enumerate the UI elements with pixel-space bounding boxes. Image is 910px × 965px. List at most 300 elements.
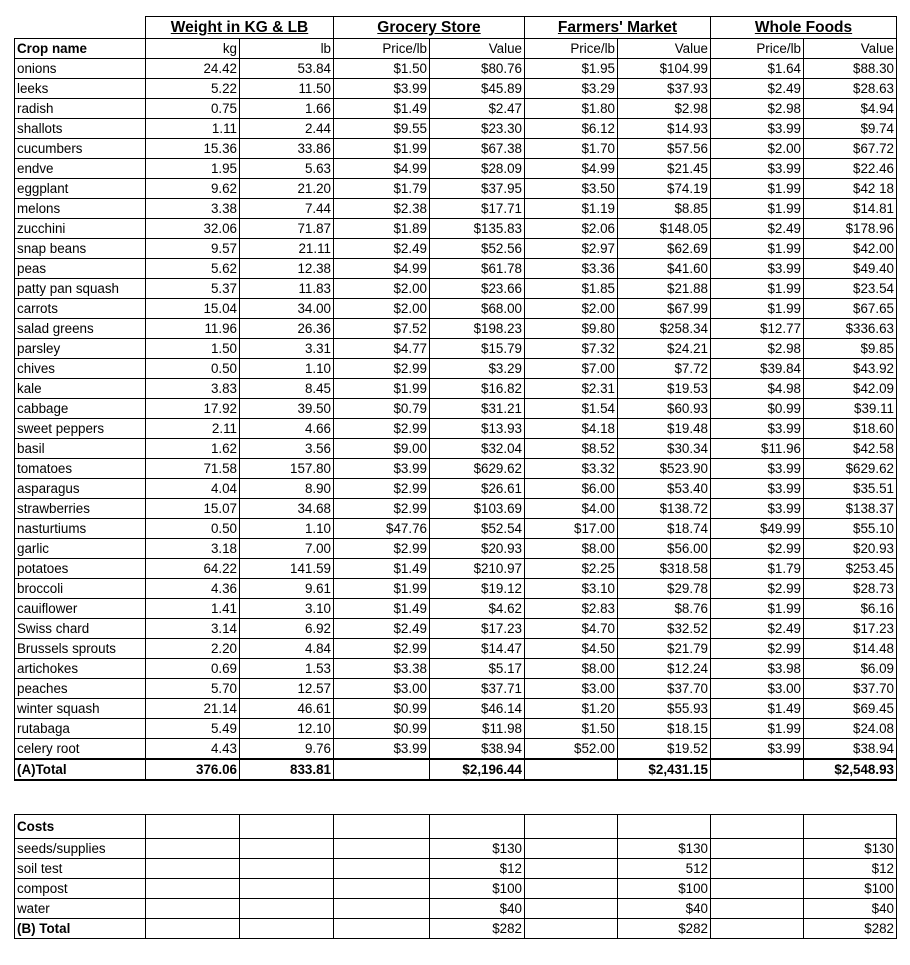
cost-label: compost bbox=[15, 879, 146, 899]
cell-value: $2.06 bbox=[525, 219, 618, 239]
cost-value: $282 bbox=[618, 919, 711, 939]
row-label: artichokes bbox=[15, 659, 146, 679]
cell-value: $4.18 bbox=[525, 419, 618, 439]
cell-value: $2.49 bbox=[711, 219, 804, 239]
cell-value: $29.78 bbox=[618, 579, 711, 599]
empty-cell bbox=[711, 899, 804, 919]
row-label: Swiss chard bbox=[15, 619, 146, 639]
cell-value: 1.95 bbox=[146, 159, 240, 179]
cell-value: $148.05 bbox=[618, 219, 711, 239]
cell-value: 7.44 bbox=[240, 199, 334, 219]
cell-value: 39.50 bbox=[240, 399, 334, 419]
empty-cell bbox=[430, 815, 525, 839]
cell-value: $629.62 bbox=[804, 459, 897, 479]
cell-value: $14.93 bbox=[618, 119, 711, 139]
cell-value: 4.36 bbox=[146, 579, 240, 599]
cell-value: $42.58 bbox=[804, 439, 897, 459]
cell-value: 21.11 bbox=[240, 239, 334, 259]
cell-value: 11.96 bbox=[146, 319, 240, 339]
cell-value: 24.42 bbox=[146, 59, 240, 79]
cell-value bbox=[334, 759, 430, 780]
cell-value: 3.83 bbox=[146, 379, 240, 399]
empty-cell bbox=[240, 815, 334, 839]
cell-value: 5.63 bbox=[240, 159, 334, 179]
cell-value: $15.79 bbox=[430, 339, 525, 359]
table-row bbox=[15, 599, 897, 619]
cell-value: $3.32 bbox=[525, 459, 618, 479]
row-label: nasturtiums bbox=[15, 519, 146, 539]
cell-value: 71.58 bbox=[146, 459, 240, 479]
column-header: Value bbox=[618, 39, 711, 59]
cell-value: $7.72 bbox=[618, 359, 711, 379]
empty-cell bbox=[618, 815, 711, 839]
costs-title-row bbox=[15, 815, 897, 839]
cell-value: 3.38 bbox=[146, 199, 240, 219]
cell-value: $21.79 bbox=[618, 639, 711, 659]
cell-value: $28.09 bbox=[430, 159, 525, 179]
cell-value: $67.99 bbox=[618, 299, 711, 319]
cell-value: $1.70 bbox=[525, 139, 618, 159]
cell-value: $57.56 bbox=[618, 139, 711, 159]
cell-value: $67.65 bbox=[804, 299, 897, 319]
empty-cell bbox=[334, 919, 430, 939]
cell-value: $6.00 bbox=[525, 479, 618, 499]
cell-value: $19.48 bbox=[618, 419, 711, 439]
row-label: basil bbox=[15, 439, 146, 459]
cell-value: $55.10 bbox=[804, 519, 897, 539]
cell-value: $2.99 bbox=[334, 539, 430, 559]
cell-value: $2,196.44 bbox=[430, 759, 525, 780]
cell-value: $67.38 bbox=[430, 139, 525, 159]
cell-value: $2.99 bbox=[334, 479, 430, 499]
cost-value: $12 bbox=[804, 859, 897, 879]
cell-value: $31.21 bbox=[430, 399, 525, 419]
cell-value: 8.90 bbox=[240, 479, 334, 499]
cell-value: $9.74 bbox=[804, 119, 897, 139]
cost-value: $40 bbox=[804, 899, 897, 919]
cost-value: $40 bbox=[430, 899, 525, 919]
cell-value: $198.23 bbox=[430, 319, 525, 339]
cell-value bbox=[525, 759, 618, 780]
table-row bbox=[15, 679, 897, 699]
table-row bbox=[15, 519, 897, 539]
cell-value: $20.93 bbox=[430, 539, 525, 559]
cell-value: $2.99 bbox=[334, 359, 430, 379]
table-row bbox=[15, 719, 897, 739]
cell-value: 53.84 bbox=[240, 59, 334, 79]
cell-value: $3.29 bbox=[525, 79, 618, 99]
cost-value: $40 bbox=[618, 899, 711, 919]
cell-value: $253.45 bbox=[804, 559, 897, 579]
table-row bbox=[15, 79, 897, 99]
cell-value: $42 18 bbox=[804, 179, 897, 199]
empty-cell bbox=[711, 879, 804, 899]
cell-value: $135.83 bbox=[430, 219, 525, 239]
cost-label: seeds/supplies bbox=[15, 839, 146, 859]
cell-value: $4.99 bbox=[334, 159, 430, 179]
cell-value: $1.20 bbox=[525, 699, 618, 719]
cell-value: $318.58 bbox=[618, 559, 711, 579]
cell-value: 9.62 bbox=[146, 179, 240, 199]
cell-value: $1.99 bbox=[711, 299, 804, 319]
cost-value: $130 bbox=[804, 839, 897, 859]
cell-value: $2.49 bbox=[711, 79, 804, 99]
cost-value: $130 bbox=[430, 839, 525, 859]
cell-value: $42.00 bbox=[804, 239, 897, 259]
table-row bbox=[15, 159, 897, 179]
cell-value: 3.31 bbox=[240, 339, 334, 359]
cell-value: $523.90 bbox=[618, 459, 711, 479]
cell-value: $17.23 bbox=[804, 619, 897, 639]
cell-value: $12.24 bbox=[618, 659, 711, 679]
cell-value: $17.00 bbox=[525, 519, 618, 539]
cell-value: $1.49 bbox=[334, 559, 430, 579]
cell-value: $1.50 bbox=[334, 59, 430, 79]
table-row bbox=[15, 259, 897, 279]
cell-value: $67.72 bbox=[804, 139, 897, 159]
cell-value: $1.64 bbox=[711, 59, 804, 79]
cost-value: $100 bbox=[618, 879, 711, 899]
empty-cell bbox=[525, 815, 618, 839]
cost-value: $130 bbox=[618, 839, 711, 859]
cell-value: $3.00 bbox=[711, 679, 804, 699]
cell-value: 2.11 bbox=[146, 419, 240, 439]
cell-value: 0.50 bbox=[146, 359, 240, 379]
cell-value: $2.49 bbox=[334, 239, 430, 259]
cell-value: $1.99 bbox=[334, 139, 430, 159]
cell-value: $7.32 bbox=[525, 339, 618, 359]
cost-row bbox=[15, 899, 897, 919]
row-label: endve bbox=[15, 159, 146, 179]
cell-value: 3.56 bbox=[240, 439, 334, 459]
table-row bbox=[15, 459, 897, 479]
cell-value: $8.00 bbox=[525, 539, 618, 559]
cell-value: $18.74 bbox=[618, 519, 711, 539]
cost-value: 512 bbox=[618, 859, 711, 879]
cell-value: $20.93 bbox=[804, 539, 897, 559]
cell-value: $39.11 bbox=[804, 399, 897, 419]
cell-value: $1.99 bbox=[711, 719, 804, 739]
cell-value: $60.93 bbox=[618, 399, 711, 419]
cell-value: $49.40 bbox=[804, 259, 897, 279]
cell-value: $1.99 bbox=[711, 599, 804, 619]
empty-cell bbox=[146, 919, 240, 939]
cell-value: $4.94 bbox=[804, 99, 897, 119]
cell-value: $3.99 bbox=[711, 459, 804, 479]
table-row bbox=[15, 319, 897, 339]
row-label: cauiflower bbox=[15, 599, 146, 619]
cell-value: $19.12 bbox=[430, 579, 525, 599]
cost-label: (B) Total bbox=[15, 919, 146, 939]
cell-value: 32.06 bbox=[146, 219, 240, 239]
cell-value: $3.99 bbox=[711, 259, 804, 279]
cell-value: $2.99 bbox=[711, 539, 804, 559]
cost-value: $100 bbox=[430, 879, 525, 899]
cell-value: $56.00 bbox=[618, 539, 711, 559]
cell-value: $3.99 bbox=[711, 739, 804, 760]
cell-value: 833.81 bbox=[240, 759, 334, 780]
cell-value: 71.87 bbox=[240, 219, 334, 239]
cell-value: $19.53 bbox=[618, 379, 711, 399]
cell-value: $61.78 bbox=[430, 259, 525, 279]
group-header-row bbox=[15, 17, 897, 39]
row-label: rutabaga bbox=[15, 719, 146, 739]
group-header-farmers: Farmers' Market bbox=[525, 17, 711, 39]
table-row bbox=[15, 499, 897, 519]
cell-value: $3.38 bbox=[334, 659, 430, 679]
cell-value: $4.70 bbox=[525, 619, 618, 639]
cell-value: 1.41 bbox=[146, 599, 240, 619]
cell-value: 1.10 bbox=[240, 359, 334, 379]
cell-value: $1.85 bbox=[525, 279, 618, 299]
cell-value: $2.47 bbox=[430, 99, 525, 119]
cell-value: $24.08 bbox=[804, 719, 897, 739]
cell-value: $3.50 bbox=[525, 179, 618, 199]
cell-value: 33.86 bbox=[240, 139, 334, 159]
cell-value: $3.10 bbox=[525, 579, 618, 599]
cell-value: $2.49 bbox=[711, 619, 804, 639]
cell-value: $1.49 bbox=[334, 99, 430, 119]
cell-value: $0.99 bbox=[334, 699, 430, 719]
cell-value: $47.76 bbox=[334, 519, 430, 539]
column-header: Price/lb bbox=[525, 39, 618, 59]
cell-value: $7.00 bbox=[525, 359, 618, 379]
cell-value: 4.04 bbox=[146, 479, 240, 499]
cell-value: $39.84 bbox=[711, 359, 804, 379]
table-row bbox=[15, 139, 897, 159]
cell-value: $14.48 bbox=[804, 639, 897, 659]
table-row bbox=[15, 239, 897, 259]
cell-value: $1.79 bbox=[711, 559, 804, 579]
empty-cell bbox=[711, 815, 804, 839]
cell-value: $1.49 bbox=[334, 599, 430, 619]
cell-value: 5.49 bbox=[146, 719, 240, 739]
empty-cell bbox=[711, 919, 804, 939]
table-row bbox=[15, 619, 897, 639]
cell-value: 4.66 bbox=[240, 419, 334, 439]
cell-value: $1.49 bbox=[711, 699, 804, 719]
empty-cell bbox=[711, 839, 804, 859]
row-label: Brussels sprouts bbox=[15, 639, 146, 659]
empty-cell bbox=[334, 899, 430, 919]
cell-value: 11.50 bbox=[240, 79, 334, 99]
blank-header-cell bbox=[15, 17, 146, 39]
cell-value: $2.00 bbox=[334, 299, 430, 319]
table-row bbox=[15, 479, 897, 499]
cell-value: $2.99 bbox=[334, 639, 430, 659]
cost-value: $100 bbox=[804, 879, 897, 899]
cell-value: 21.14 bbox=[146, 699, 240, 719]
cell-value: $4.99 bbox=[334, 259, 430, 279]
cell-value: 9.61 bbox=[240, 579, 334, 599]
cell-value: $7.52 bbox=[334, 319, 430, 339]
cell-value: 0.75 bbox=[146, 99, 240, 119]
cell-value: 2.20 bbox=[146, 639, 240, 659]
cell-value: $24.21 bbox=[618, 339, 711, 359]
cell-value: $3.29 bbox=[430, 359, 525, 379]
cell-value: $3.99 bbox=[334, 459, 430, 479]
cell-value: $22.46 bbox=[804, 159, 897, 179]
cell-value: $2.99 bbox=[334, 419, 430, 439]
cell-value: 3.14 bbox=[146, 619, 240, 639]
empty-cell bbox=[334, 839, 430, 859]
cell-value: $629.62 bbox=[430, 459, 525, 479]
cell-value: $23.30 bbox=[430, 119, 525, 139]
cell-value: 5.70 bbox=[146, 679, 240, 699]
cell-value: $68.00 bbox=[430, 299, 525, 319]
cell-value: $2.99 bbox=[711, 639, 804, 659]
cost-row bbox=[15, 839, 897, 859]
cell-value: 3.18 bbox=[146, 539, 240, 559]
empty-cell bbox=[525, 899, 618, 919]
cell-value: $17.23 bbox=[430, 619, 525, 639]
cell-value: 376.06 bbox=[146, 759, 240, 780]
row-label: melons bbox=[15, 199, 146, 219]
empty-cell bbox=[525, 879, 618, 899]
table-row bbox=[15, 359, 897, 379]
cost-value: $12 bbox=[430, 859, 525, 879]
cell-value: 17.92 bbox=[146, 399, 240, 419]
cell-value: $104.99 bbox=[618, 59, 711, 79]
cell-value: $1.19 bbox=[525, 199, 618, 219]
cell-value: 141.59 bbox=[240, 559, 334, 579]
cell-value: $9.80 bbox=[525, 319, 618, 339]
table-row bbox=[15, 439, 897, 459]
empty-cell bbox=[525, 919, 618, 939]
cell-value: $1.99 bbox=[334, 579, 430, 599]
table-row bbox=[15, 699, 897, 719]
cell-value: 3.10 bbox=[240, 599, 334, 619]
cell-value: $2,548.93 bbox=[804, 759, 897, 780]
cell-value: $4.99 bbox=[525, 159, 618, 179]
cell-value: $3.00 bbox=[525, 679, 618, 699]
cell-value: 1.10 bbox=[240, 519, 334, 539]
row-label: cabbage bbox=[15, 399, 146, 419]
table-row bbox=[15, 219, 897, 239]
cost-value: $282 bbox=[804, 919, 897, 939]
cell-value: $4.00 bbox=[525, 499, 618, 519]
table-row bbox=[15, 199, 897, 219]
column-header: lb bbox=[240, 39, 334, 59]
cell-value: $23.66 bbox=[430, 279, 525, 299]
empty-cell bbox=[525, 839, 618, 859]
table-row bbox=[15, 339, 897, 359]
cell-value: 46.61 bbox=[240, 699, 334, 719]
cell-value: $1.99 bbox=[711, 279, 804, 299]
cell-value: $138.72 bbox=[618, 499, 711, 519]
table-row bbox=[15, 739, 897, 760]
cell-value: 0.50 bbox=[146, 519, 240, 539]
cell-value: $0.79 bbox=[334, 399, 430, 419]
cell-value: $46.14 bbox=[430, 699, 525, 719]
cost-label: Costs bbox=[15, 815, 146, 839]
cell-value: 11.83 bbox=[240, 279, 334, 299]
cell-value: $35.51 bbox=[804, 479, 897, 499]
cell-value: $8.76 bbox=[618, 599, 711, 619]
cell-value: $3.99 bbox=[334, 79, 430, 99]
table-row bbox=[15, 279, 897, 299]
empty-cell bbox=[334, 815, 430, 839]
cell-value: $1.99 bbox=[711, 199, 804, 219]
row-label: strawberries bbox=[15, 499, 146, 519]
cell-value: $28.73 bbox=[804, 579, 897, 599]
cell-value: $14.47 bbox=[430, 639, 525, 659]
cell-value: $18.15 bbox=[618, 719, 711, 739]
cell-value: $3.99 bbox=[711, 499, 804, 519]
total-row bbox=[15, 759, 897, 780]
column-header: Value bbox=[804, 39, 897, 59]
empty-cell bbox=[240, 879, 334, 899]
cell-value: $2.99 bbox=[334, 499, 430, 519]
table-row bbox=[15, 419, 897, 439]
cell-value: $1.99 bbox=[334, 379, 430, 399]
cell-value: 4.43 bbox=[146, 739, 240, 760]
table-row bbox=[15, 119, 897, 139]
cell-value: $3.36 bbox=[525, 259, 618, 279]
cell-value: $17.71 bbox=[430, 199, 525, 219]
cell-value: $69.45 bbox=[804, 699, 897, 719]
cell-value: $62.69 bbox=[618, 239, 711, 259]
empty-cell bbox=[146, 899, 240, 919]
cell-value: $1.95 bbox=[525, 59, 618, 79]
cell-value: $30.34 bbox=[618, 439, 711, 459]
cell-value: 9.76 bbox=[240, 739, 334, 760]
cell-value: $37.70 bbox=[618, 679, 711, 699]
cell-value: $13.93 bbox=[430, 419, 525, 439]
cell-value: 34.68 bbox=[240, 499, 334, 519]
row-label: chives bbox=[15, 359, 146, 379]
crop-value-table bbox=[14, 16, 897, 781]
cell-value: $23.54 bbox=[804, 279, 897, 299]
row-label: cucumbers bbox=[15, 139, 146, 159]
row-label: leeks bbox=[15, 79, 146, 99]
cell-value: $258.34 bbox=[618, 319, 711, 339]
column-header: Value bbox=[430, 39, 525, 59]
cell-value: $41.60 bbox=[618, 259, 711, 279]
row-label: snap beans bbox=[15, 239, 146, 259]
cell-value: $16.82 bbox=[430, 379, 525, 399]
table-row bbox=[15, 59, 897, 79]
cell-value: $88.30 bbox=[804, 59, 897, 79]
cell-value: $3.99 bbox=[334, 739, 430, 760]
empty-cell bbox=[240, 859, 334, 879]
empty-cell bbox=[525, 859, 618, 879]
cell-value: 1.50 bbox=[146, 339, 240, 359]
row-label: peaches bbox=[15, 679, 146, 699]
cell-value: $2.98 bbox=[711, 339, 804, 359]
cell-value: $52.56 bbox=[430, 239, 525, 259]
cell-value: $28.63 bbox=[804, 79, 897, 99]
cell-value: $3.99 bbox=[711, 419, 804, 439]
costs-table bbox=[14, 814, 897, 939]
cell-value: $2,431.15 bbox=[618, 759, 711, 780]
cell-value: 7.00 bbox=[240, 539, 334, 559]
cell-value: 157.80 bbox=[240, 459, 334, 479]
cell-value: 1.66 bbox=[240, 99, 334, 119]
cell-value: 5.62 bbox=[146, 259, 240, 279]
table-row bbox=[15, 559, 897, 579]
cell-value: $11.96 bbox=[711, 439, 804, 459]
cell-value: $2.98 bbox=[711, 99, 804, 119]
cell-value: $21.45 bbox=[618, 159, 711, 179]
row-label: kale bbox=[15, 379, 146, 399]
cell-value: $32.52 bbox=[618, 619, 711, 639]
cell-value: $37.95 bbox=[430, 179, 525, 199]
table-row bbox=[15, 659, 897, 679]
cell-value: $0.99 bbox=[334, 719, 430, 739]
column-header: Price/lb bbox=[334, 39, 430, 59]
row-label: tomatoes bbox=[15, 459, 146, 479]
